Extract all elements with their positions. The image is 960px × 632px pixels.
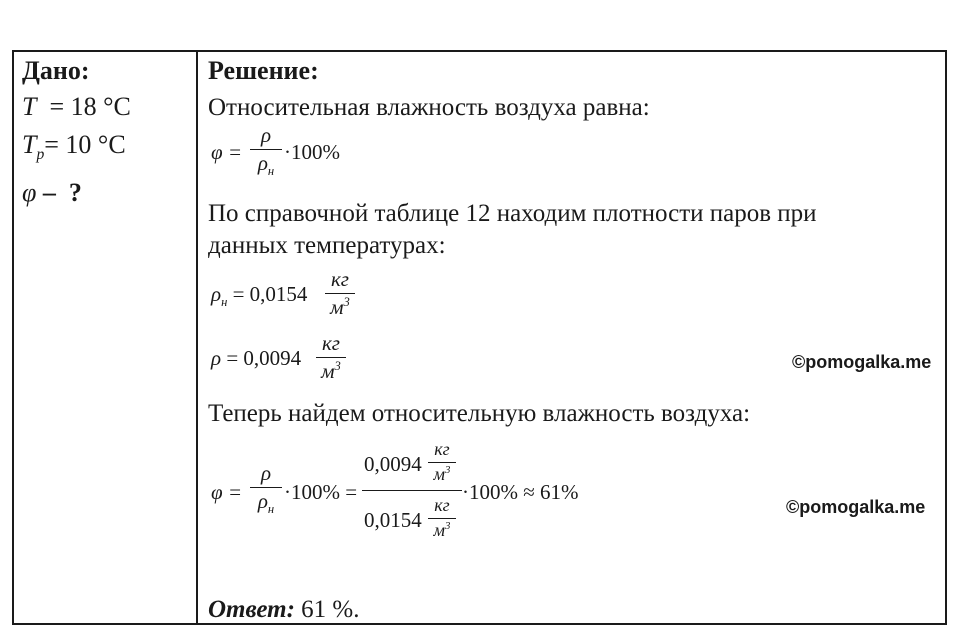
given-dew-point: $T_p= 10$ °C: [22, 130, 126, 164]
solution-heading: Решение:: [208, 56, 319, 85]
now-text: Теперь найдем относительную влажность воздуха:: [208, 400, 751, 427]
answer-line: [208, 596, 359, 624]
table-text-1: По справочной таблице 12 находим плотности паров при: [208, 200, 817, 227]
answer-value: 61 %.: [301, 596, 360, 623]
answer-label: Ответ:: [208, 596, 295, 623]
given-temperature: T = 18 °C: [22, 92, 131, 121]
table-text-2: данных температурах:: [208, 232, 446, 259]
intro-text: Относительная влажность воздуха равна:: [208, 94, 650, 121]
given-heading: Дано:: [22, 56, 90, 85]
column-divider: [196, 50, 198, 625]
watermark-2: ©pomogalka.me: [786, 497, 926, 517]
solution-table: [12, 50, 947, 625]
watermark-1: ©pomogalka.me: [792, 352, 932, 372]
given-unknown: φ – ?: [22, 178, 82, 207]
